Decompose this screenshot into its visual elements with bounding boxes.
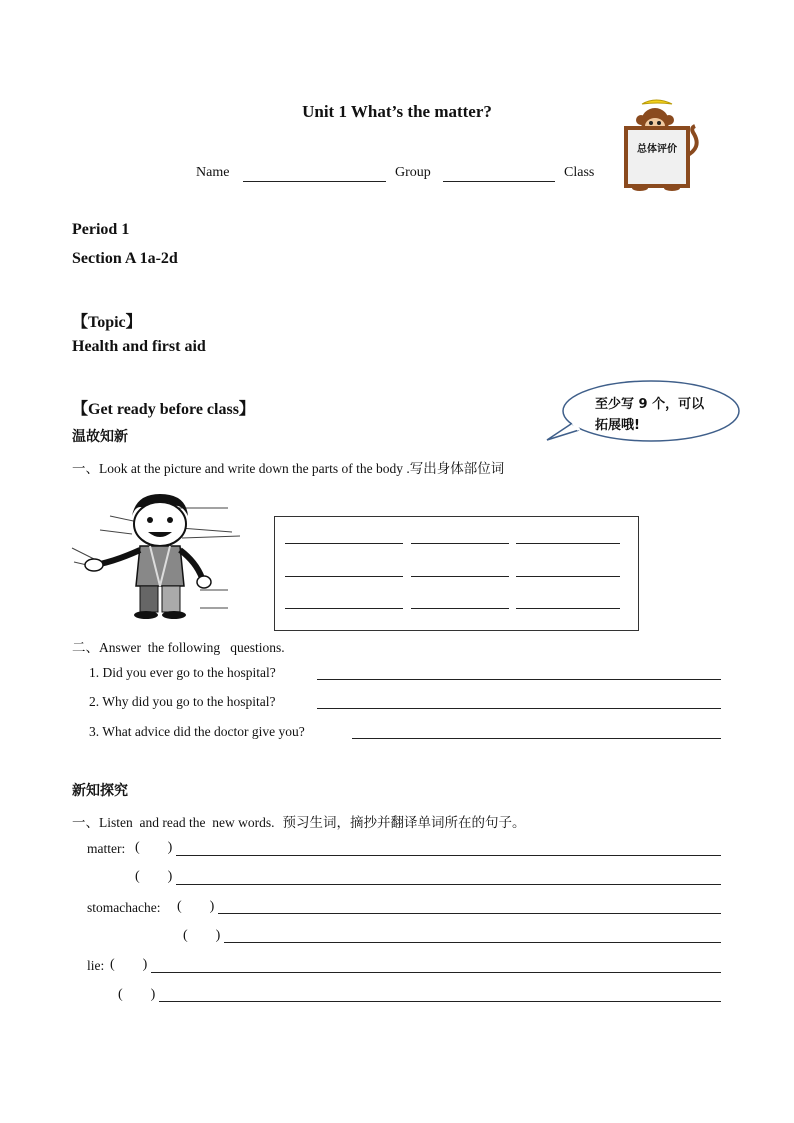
- name-label: Name: [196, 165, 230, 180]
- task3-instruction: [72, 811, 525, 831]
- task1-text-cn: 写出身体部位词: [409, 461, 505, 477]
- answer-line[interactable]: [285, 576, 403, 577]
- name-field[interactable]: [243, 181, 386, 182]
- boy-body-illustration: [70, 490, 250, 620]
- question-1-answer-line[interactable]: [317, 679, 721, 680]
- answer-line[interactable]: [516, 543, 620, 544]
- answer-line[interactable]: [285, 543, 403, 544]
- word-lie: lie:: [87, 958, 105, 973]
- group-field[interactable]: [443, 181, 555, 182]
- group-label: Group: [395, 165, 431, 180]
- word-stomachache: stomachache:: [87, 900, 161, 915]
- answer-line[interactable]: [516, 608, 620, 609]
- monkey-evaluation-image: [620, 98, 704, 192]
- translation-paren: ( ): [135, 840, 173, 855]
- section-label: Section A 1a-2d: [72, 250, 178, 267]
- new-knowledge-heading: 新知探究: [72, 783, 128, 799]
- answer-line[interactable]: [516, 576, 620, 577]
- task2-prefix: 二、: [72, 640, 99, 656]
- translation-paren: ( ): [183, 928, 221, 943]
- task3-text-cn: 预习生词，摘抄并翻译单词所在的句子。: [282, 815, 526, 831]
- task3-prefix: 一、: [72, 815, 99, 831]
- question-1: 1. Did you ever go to the hospital?: [89, 665, 276, 680]
- task1-instruction: [72, 457, 504, 477]
- body-parts-answer-box: [274, 516, 639, 631]
- sentence-line[interactable]: [176, 884, 721, 885]
- word-matter: matter:: [87, 841, 126, 856]
- question-3: 3. What advice did the doctor give you?: [89, 724, 305, 739]
- topic-heading: 【Topic】: [72, 314, 142, 331]
- answer-line[interactable]: [411, 576, 509, 577]
- translation-paren: ( ): [135, 869, 173, 884]
- sentence-line[interactable]: [159, 1001, 721, 1002]
- task1-text-en: Look at the picture and write down the parts of the body .: [99, 461, 410, 476]
- page-title: Unit 1 What’s the matter?: [302, 102, 492, 121]
- question-3-answer-line[interactable]: [352, 738, 721, 739]
- task2-instruction: [72, 636, 285, 656]
- answer-line[interactable]: [411, 608, 509, 609]
- sentence-line[interactable]: [151, 972, 721, 973]
- sentence-line[interactable]: [176, 855, 721, 856]
- answer-line[interactable]: [411, 543, 509, 544]
- sentence-line[interactable]: [218, 913, 721, 914]
- evaluation-label: 总体评价: [637, 144, 677, 155]
- topic-text: Health and first aid: [72, 338, 206, 355]
- question-2-answer-line[interactable]: [317, 708, 721, 709]
- translation-paren: ( ): [177, 899, 215, 914]
- bubble-line-1: 至少写 9 个，可以: [595, 397, 705, 412]
- task2-text: Answer the following questions.: [99, 640, 285, 655]
- translation-paren: ( ): [110, 957, 148, 972]
- speech-bubble: [543, 378, 743, 444]
- bubble-line-2: 拓展哦!: [595, 418, 640, 433]
- sentence-line[interactable]: [224, 942, 721, 943]
- ready-heading: 【Get ready before class】: [72, 401, 255, 418]
- boy-icon: [70, 490, 250, 620]
- translation-paren: ( ): [118, 987, 156, 1002]
- review-heading: 温故知新: [72, 429, 128, 445]
- answer-line[interactable]: [285, 608, 403, 609]
- task3-text-en: Listen and read the new words.: [99, 815, 275, 830]
- task1-prefix: 一、: [72, 461, 99, 477]
- period-label: Period 1: [72, 221, 130, 238]
- question-2: 2. Why did you go to the hospital?: [89, 694, 276, 709]
- class-label: Class: [564, 165, 595, 180]
